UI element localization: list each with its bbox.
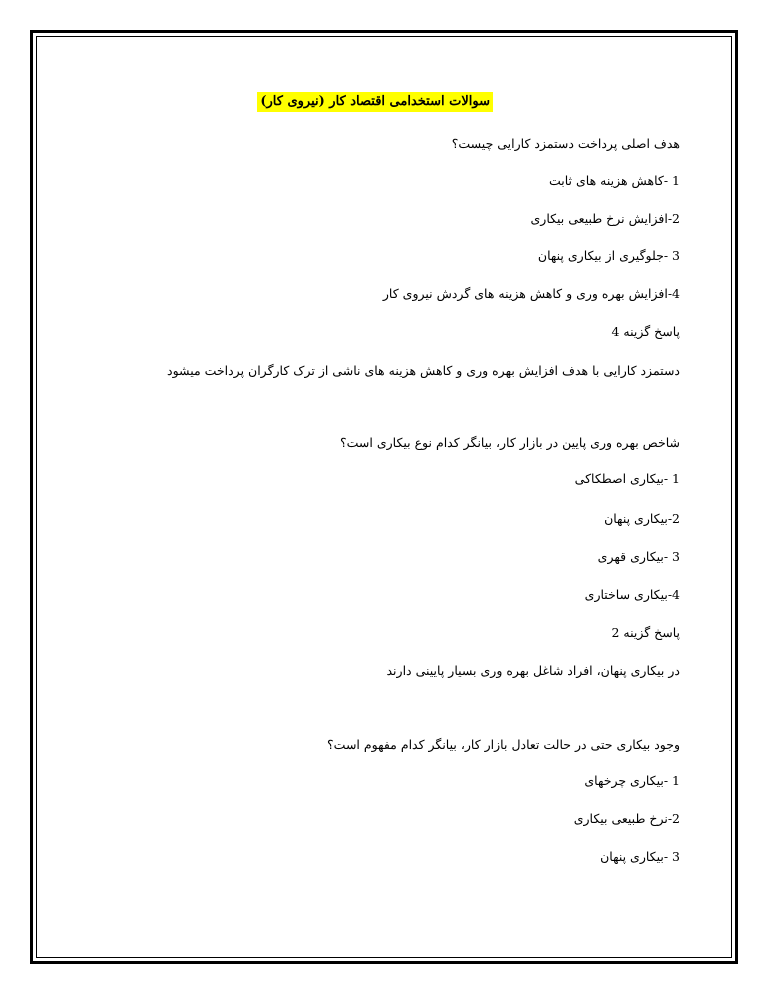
question-3-option-2: 2-نرخ طبیعی بیکاری <box>573 811 680 826</box>
question-2-option-2: 2-بیکاری پنهان <box>604 511 680 526</box>
question-2-text: شاخص بهره وری پایین در بازار کار، بیانگر کدام نوع بیکاری است؟ <box>340 435 680 450</box>
document-title: سوالات استخدامی اقتصاد کار (نیروی کار) <box>257 92 493 112</box>
question-1-option-3: 3 -جلوگیری از بیکاری پنهان <box>537 248 680 263</box>
question-2-option-3: 3 -بیکاری قهری <box>597 549 680 564</box>
question-1-text: هدف اصلی پرداخت دستمزد کارایی چیست؟ <box>451 136 680 151</box>
question-1-option-2: 2-افزایش نرخ طبیعی بیکاری <box>530 211 680 226</box>
question-1-answer: پاسخ گزینه 4 <box>611 324 680 339</box>
question-3-text: وجود بیکاری حتی در حالت تعادل بازار کار، بیانگر کدام مفهوم است؟ <box>327 737 680 752</box>
question-2-answer: پاسخ گزینه 2 <box>611 625 680 640</box>
question-1-option-1: 1 -کاهش هزینه های ثابت <box>548 173 680 188</box>
question-2-option-1: 1 -بیکاری اصطکاکی <box>574 471 680 486</box>
question-2-explanation: در بیکاری پنهان، افراد شاغل بهره وری بسیار پایینی دارند <box>386 663 680 678</box>
question-1-explanation: دستمزد کارایی با هدف افزایش بهره وری و کاهش هزینه های ناشی از ترک کارگران پرداخت میشود <box>167 363 680 378</box>
question-1-option-4: 4-افزایش بهره وری و کاهش هزینه های گردش نیروی کار <box>382 286 680 301</box>
question-3-option-1: 1 -بیکاری چرخهای <box>584 773 680 788</box>
question-3-option-3: 3 -بیکاری پنهان <box>600 849 680 864</box>
question-2-option-4: 4-بیکاری ساختاری <box>584 587 680 602</box>
